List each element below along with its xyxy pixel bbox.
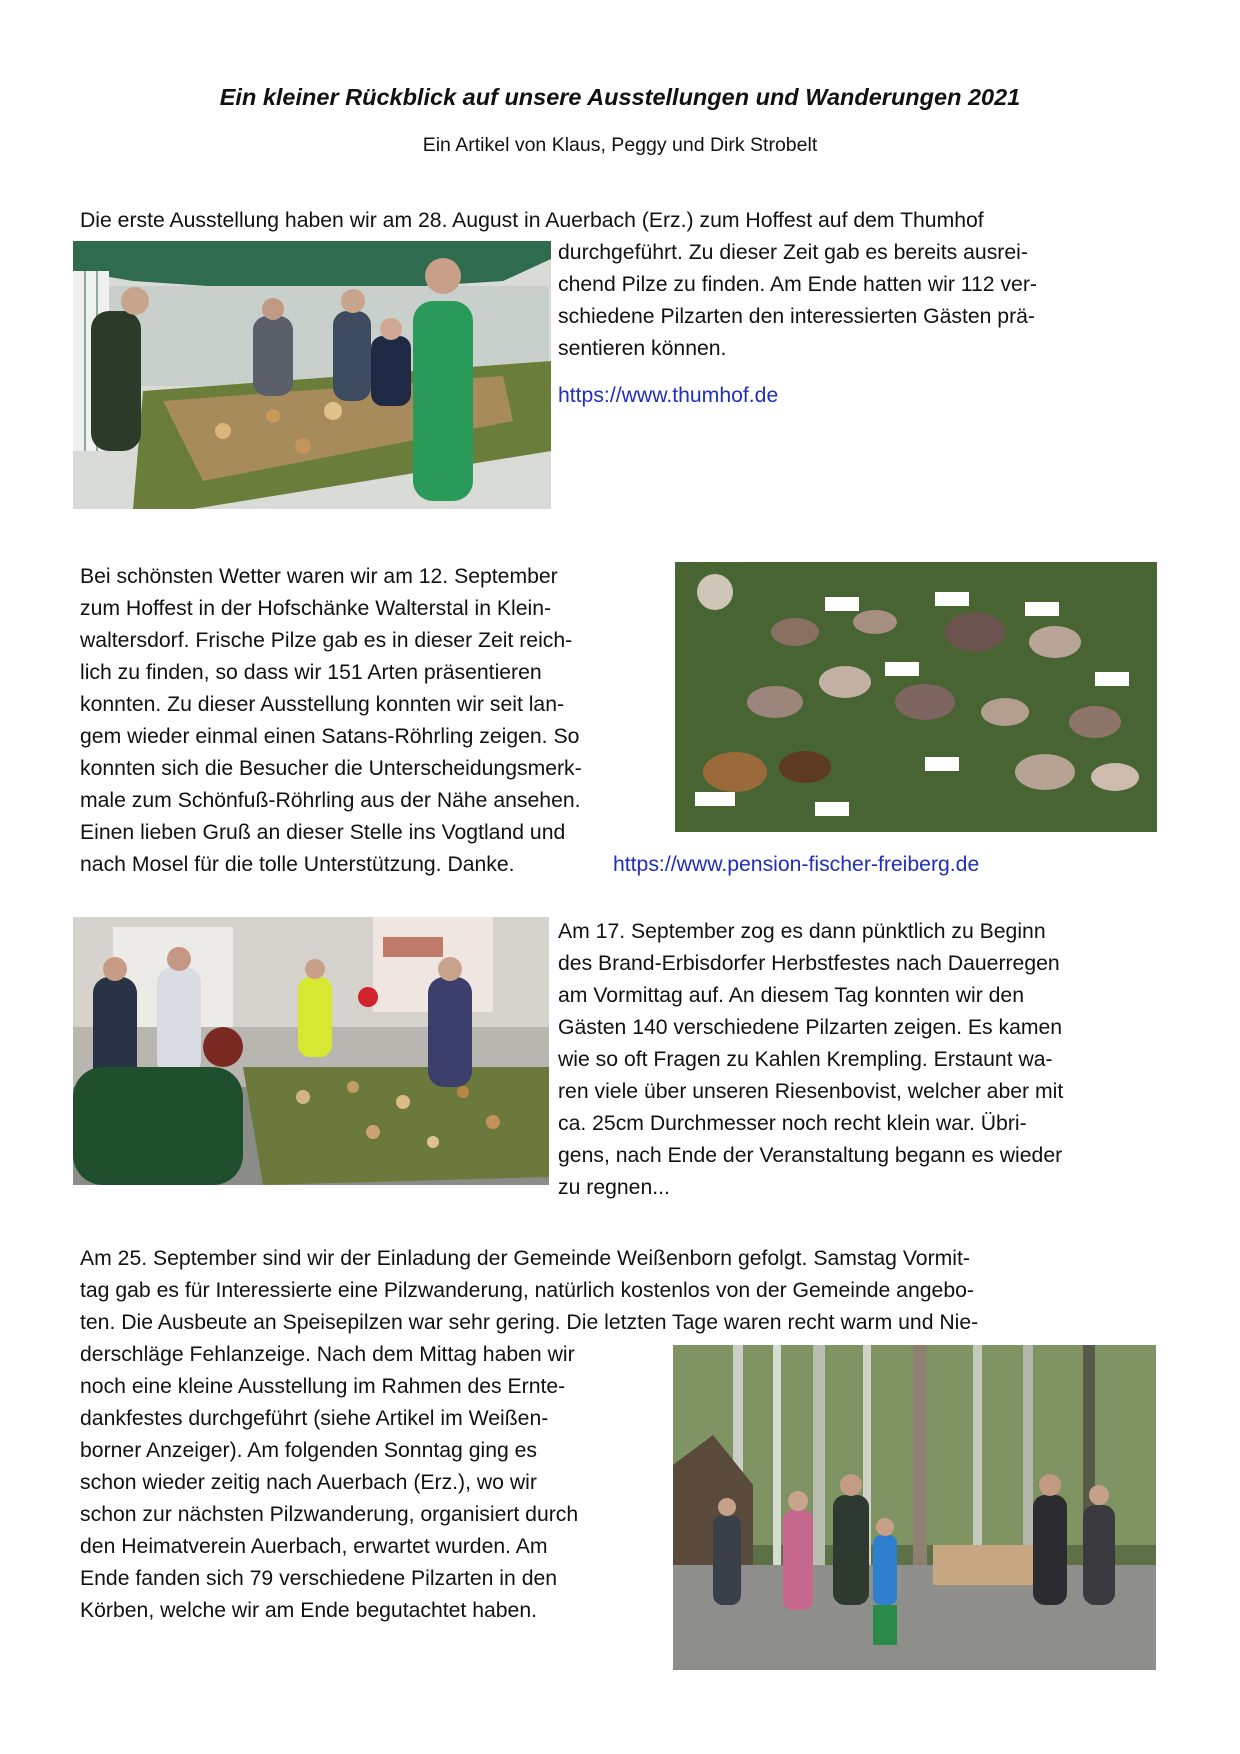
photo-street-festival [73,917,549,1185]
section2-line-7: konnten sich die Besucher die Unterscheidungsmerk- [80,757,582,780]
section4-line-11: Ende fanden sich 79 verschiedene Pilzarten in den [80,1567,558,1590]
thumhof-link[interactable]: https://www.thumhof.de [558,384,779,407]
section4-line-3: ten. Die Ausbeute an Speisepilzen war sehr gering. Die letzten Tage waren recht warm und Nie- [80,1311,979,1334]
section4-line-4: derschläge Fehlanzeige. Nach dem Mittag haben wir [80,1343,575,1366]
section1-line-1: Die erste Ausstellung haben wir am 28. August in Auerbach (Erz.) zum Hoffest auf dem Thumhof [80,209,984,232]
page-title: Ein kleiner Rückblick auf unsere Ausstellungen und Wanderungen 2021 [219,84,1021,110]
section2-line-6: gem wieder einmal einen Satans-Röhrling zeigen. So [80,725,580,748]
photo-forest-walk [673,1345,1156,1670]
section1-line-4: schiedene Pilzarten den interessierten Gästen prä- [558,305,1035,328]
section2-line-1: Bei schönsten Wetter waren wir am 12. September [80,565,558,588]
section2-line-10: nach Mosel für die tolle Unterstützung. Danke. [80,853,515,876]
section4-line-7: borner Anzeiger). Am folgenden Sonntag ging es [80,1439,538,1462]
section1-line-5: sentieren können. [558,337,727,360]
section4-line-2: tag gab es für Interessierte eine Pilzwanderung, natürlich kostenlos von der Gemeinde angebo- [80,1279,974,1302]
section2-line-9: Einen lieben Gruß an dieser Stelle ins Vogtland und [80,821,566,844]
pension-fischer-link[interactable]: https://www.pension-fischer-freiberg.de [613,853,980,876]
section3-line-2: des Brand-Erbisdorfer Herbstfestes nach Dauerregen [558,952,1060,975]
photo-mushroom-display [675,562,1157,832]
section1-line-3: chend Pilze zu finden. Am Ende hatten wir 112 ver- [558,273,1037,296]
section4-line-8: schon wieder zeitig nach Auerbach (Erz.), wo wir [80,1471,537,1494]
article-byline: Ein Artikel von Klaus, Peggy und Dirk Strobelt [422,134,818,156]
section4-line-10: den Heimatverein Auerbach, erwartet wurden. Am [80,1535,548,1558]
photo-exhibition-tent [73,241,551,509]
section2-line-5: konnten. Zu dieser Ausstellung konnten wir seit lan- [80,693,565,716]
section4-line-6: dankfestes durchgeführt (siehe Artikel im Weißen- [80,1407,549,1430]
section2-line-8: male zum Schönfuß-Röhrling aus der Nähe ansehen. [80,789,581,812]
section3-line-6: ren viele über unseren Riesenbovist, welcher aber mit [558,1080,1064,1103]
section4-line-12: Körben, welche wir am Ende begutachtet haben. [80,1599,538,1622]
section1-line-2: durchgeführt. Zu dieser Zeit gab es bereits ausrei- [558,241,1028,264]
section3-line-1: Am 17. September zog es dann pünktlich zu Beginn [558,920,1046,943]
section2-line-3: waltersdorf. Frische Pilze gab es in dieser Zeit reich- [80,629,573,652]
section2-line-4: lich zu finden, so dass wir 151 Arten präsentieren [80,661,542,684]
section3-line-3: am Vormittag auf. An diesem Tag konnten wir den [558,984,1024,1007]
section3-line-8: gens, nach Ende der Veranstaltung begann es wieder [558,1144,1063,1167]
section3-line-5: wie so oft Fragen zu Kahlen Krempling. Erstaunt wa- [558,1048,1053,1071]
section3-line-9: zu regnen... [558,1176,670,1199]
section4-line-9: schon zur nächsten Pilzwanderung, organisiert durch [80,1503,579,1526]
section4-line-5: noch eine kleine Ausstellung im Rahmen des Ernte- [80,1375,566,1398]
section3-line-4: Gästen 140 verschiedene Pilzarten zeigen. Es kamen [558,1016,1063,1039]
section2-line-2: zum Hoffest in der Hofschänke Walterstal in Klein- [80,597,552,620]
section3-line-7: ca. 25cm Durchmesser noch recht klein war. Übri- [558,1112,1027,1135]
section4-line-1: Am 25. September sind wir der Einladung der Gemeinde Weißenborn gefolgt. Samstag Vormit- [80,1247,970,1270]
